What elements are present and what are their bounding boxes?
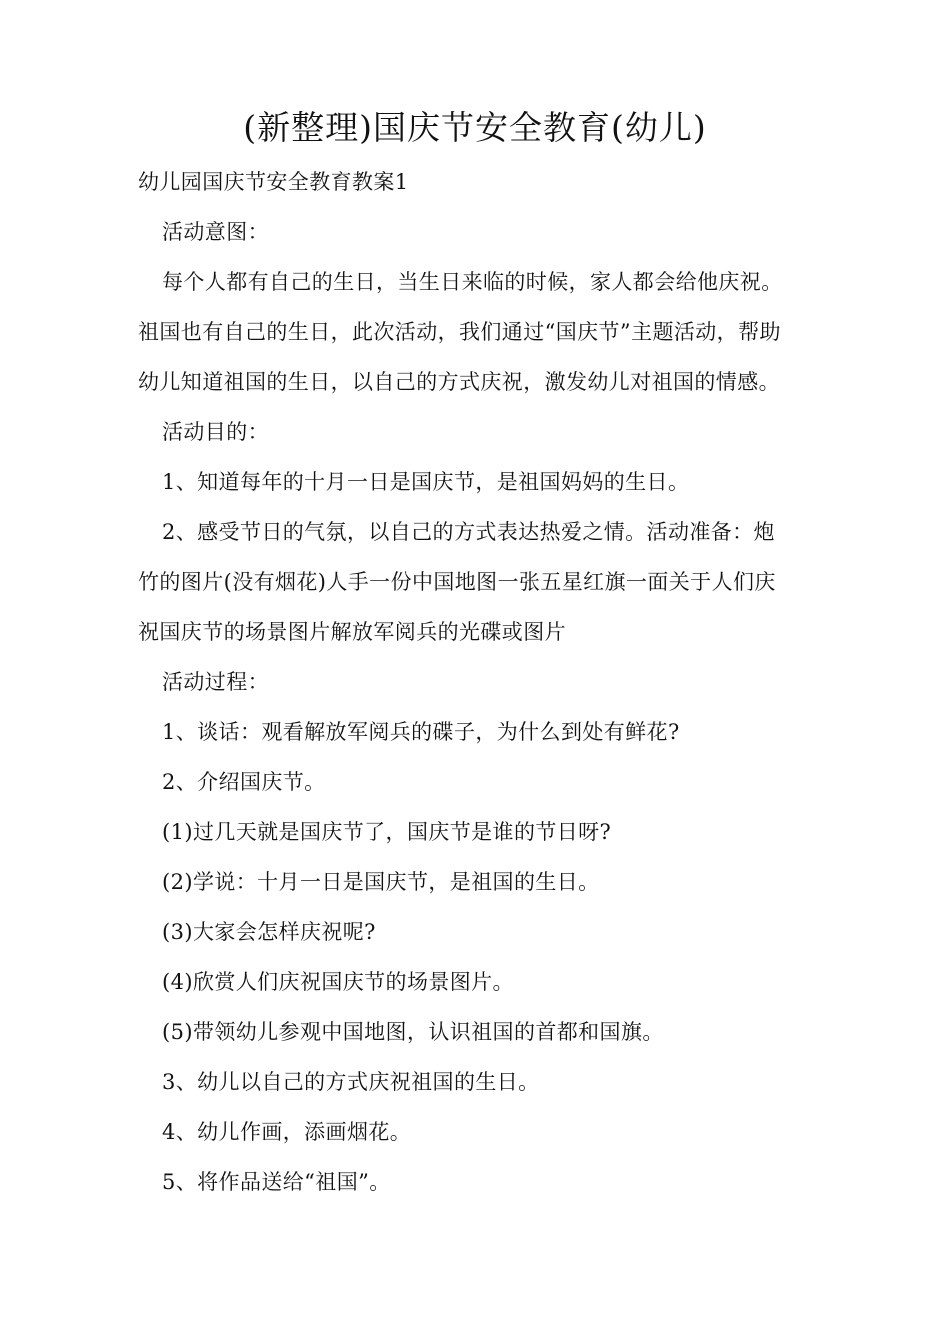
process-item: 4、幼儿作画，添画烟花。 <box>162 1120 412 1144</box>
process-item: 2、介绍国庆节。 <box>162 770 326 794</box>
goal-heading: 活动目的： <box>162 420 269 444</box>
document-title: (新整理)国庆节安全教育(幼儿) <box>243 108 707 147</box>
goal-item-1: 1、知道每年的十月一日是国庆节，是祖国妈妈的生日。 <box>162 470 690 494</box>
intent-heading: 活动意图： <box>162 220 269 244</box>
goal-item-2-line-1: 2、感受节日的气氛，以自己的方式表达热爱之情。活动准备：炮 <box>162 520 775 544</box>
goal-item-2-line-3: 祝国庆节的场景图片解放军阅兵的光碟或图片 <box>138 620 566 644</box>
process-item: (3)大家会怎样庆祝呢? <box>162 920 376 944</box>
intent-line-1: 每个人都有自己的生日，当生日来临的时候，家人都会给他庆祝。 <box>162 270 783 294</box>
process-item: 3、幼儿以自己的方式庆祝祖国的生日。 <box>162 1070 540 1094</box>
process-item: (2)学说：十月一日是国庆节，是祖国的生日。 <box>162 870 600 894</box>
process-item: 5、将作品送给“祖国”。 <box>162 1170 391 1194</box>
intent-line-2: 祖国也有自己的生日，此次活动，我们通过“国庆节”主题活动，帮助 <box>138 320 781 344</box>
process-heading: 活动过程： <box>162 670 269 694</box>
process-item: (1)过几天就是国庆节了，国庆节是谁的节日呀? <box>162 820 612 844</box>
document-subtitle: 幼儿园国庆节安全教育教案1 <box>138 170 409 194</box>
process-item: 1、谈话：观看解放军阅兵的碟子，为什么到处有鲜花? <box>162 720 680 744</box>
process-item: (4)欣赏人们庆祝国庆节的场景图片。 <box>162 970 514 994</box>
goal-item-2-line-2: 竹的图片(没有烟花)人手一份中国地图一张五星红旗一面关于人们庆 <box>138 570 776 594</box>
process-item: (5)带领幼儿参观中国地图，认识祖国的首都和国旗。 <box>162 1020 664 1044</box>
intent-line-3: 幼儿知道祖国的生日，以自己的方式庆祝，激发幼儿对祖国的情感。 <box>138 370 780 394</box>
